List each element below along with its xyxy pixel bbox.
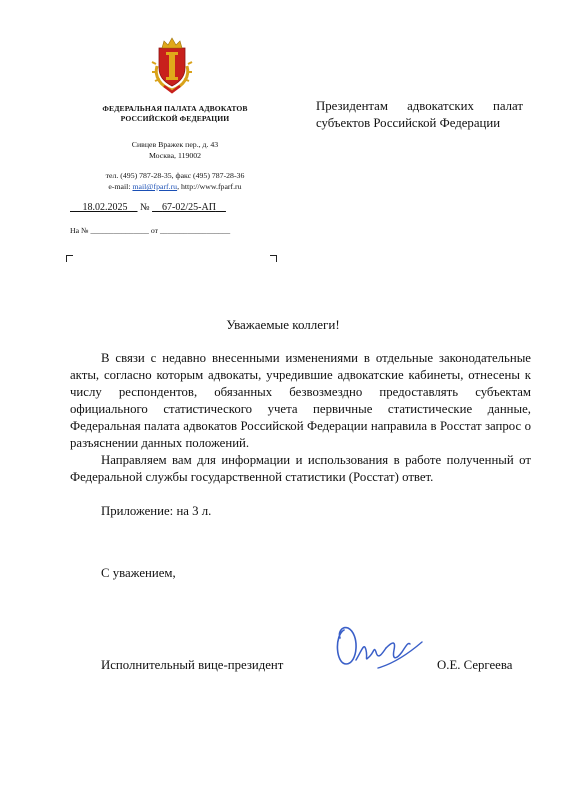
signatory-name: О.Е. Сергеева [437,658,513,672]
email-prefix: e-mail: [108,182,133,191]
address-field-corner-right [270,255,277,262]
organization-contacts [60,170,290,192]
greeting: Уважаемые коллеги! [226,317,340,332]
address-street: Сивцев Вражек пер., д. 43 [131,140,219,149]
body-paragraph-2: Направляем вам для информации и использования в работе полученный от Федеральной службы государственной статистики (Росстат) ответ. [70,453,531,484]
address-field-corner-left [66,255,73,262]
incoming-number-blank: _______________ [90,226,149,235]
closing-regards: С уважением, [101,566,176,580]
organization-name-line2: РОССИЙСКОЙ ФЕДЕРАЦИИ [120,114,230,123]
incoming-reference [70,226,230,235]
email-link[interactable]: mail@fparf.ru [132,182,178,191]
number-sign: № [140,202,150,213]
recipient-block: Президентам адвокатских палат субъектов Российской Федерации [316,99,523,130]
incoming-label: На № [70,226,89,235]
organization-name-line1: ФЕДЕРАЛЬНАЯ ПАЛАТА АДВОКАТОВ [102,104,248,113]
website-text: , http://www.fparf.ru [177,182,242,191]
email-web-line [60,181,290,192]
coat-of-arms-icon [148,36,196,94]
address-city: Москва, 119002 [148,151,202,160]
organization-address [60,139,290,161]
handwritten-signature-icon [330,620,426,678]
attachment-note: Приложение: на 3 л. [101,504,212,518]
outgoing-reference [70,202,226,213]
organization-name [60,104,290,124]
incoming-date-blank: __________________ [160,226,231,235]
outgoing-date: 18.02.2025 [82,202,128,213]
incoming-from-label: от [150,226,159,235]
body-paragraph-1: В связи с недавно внесенными изменениями в отдельные законодательные акты, согласно которым адвокаты, учредившие адвокатские кабинеты, отнесены к числу респондентов, обязанных безвозмездно предоставлять субъектам официального статистического учета первичные статистические данные, Федеральная палата адвокатов Российской Федерации направила в Росстат запрос о разъяснении данных положений. [70,351,531,450]
phone-fax-line: тел. (495) 787-28-35, факс (495) 787-28-36 [105,171,245,180]
signatory-position: Исполнительный вице-президент [101,658,284,672]
outgoing-number: 67-02/25-АП [162,202,216,213]
letter-body [70,350,531,486]
